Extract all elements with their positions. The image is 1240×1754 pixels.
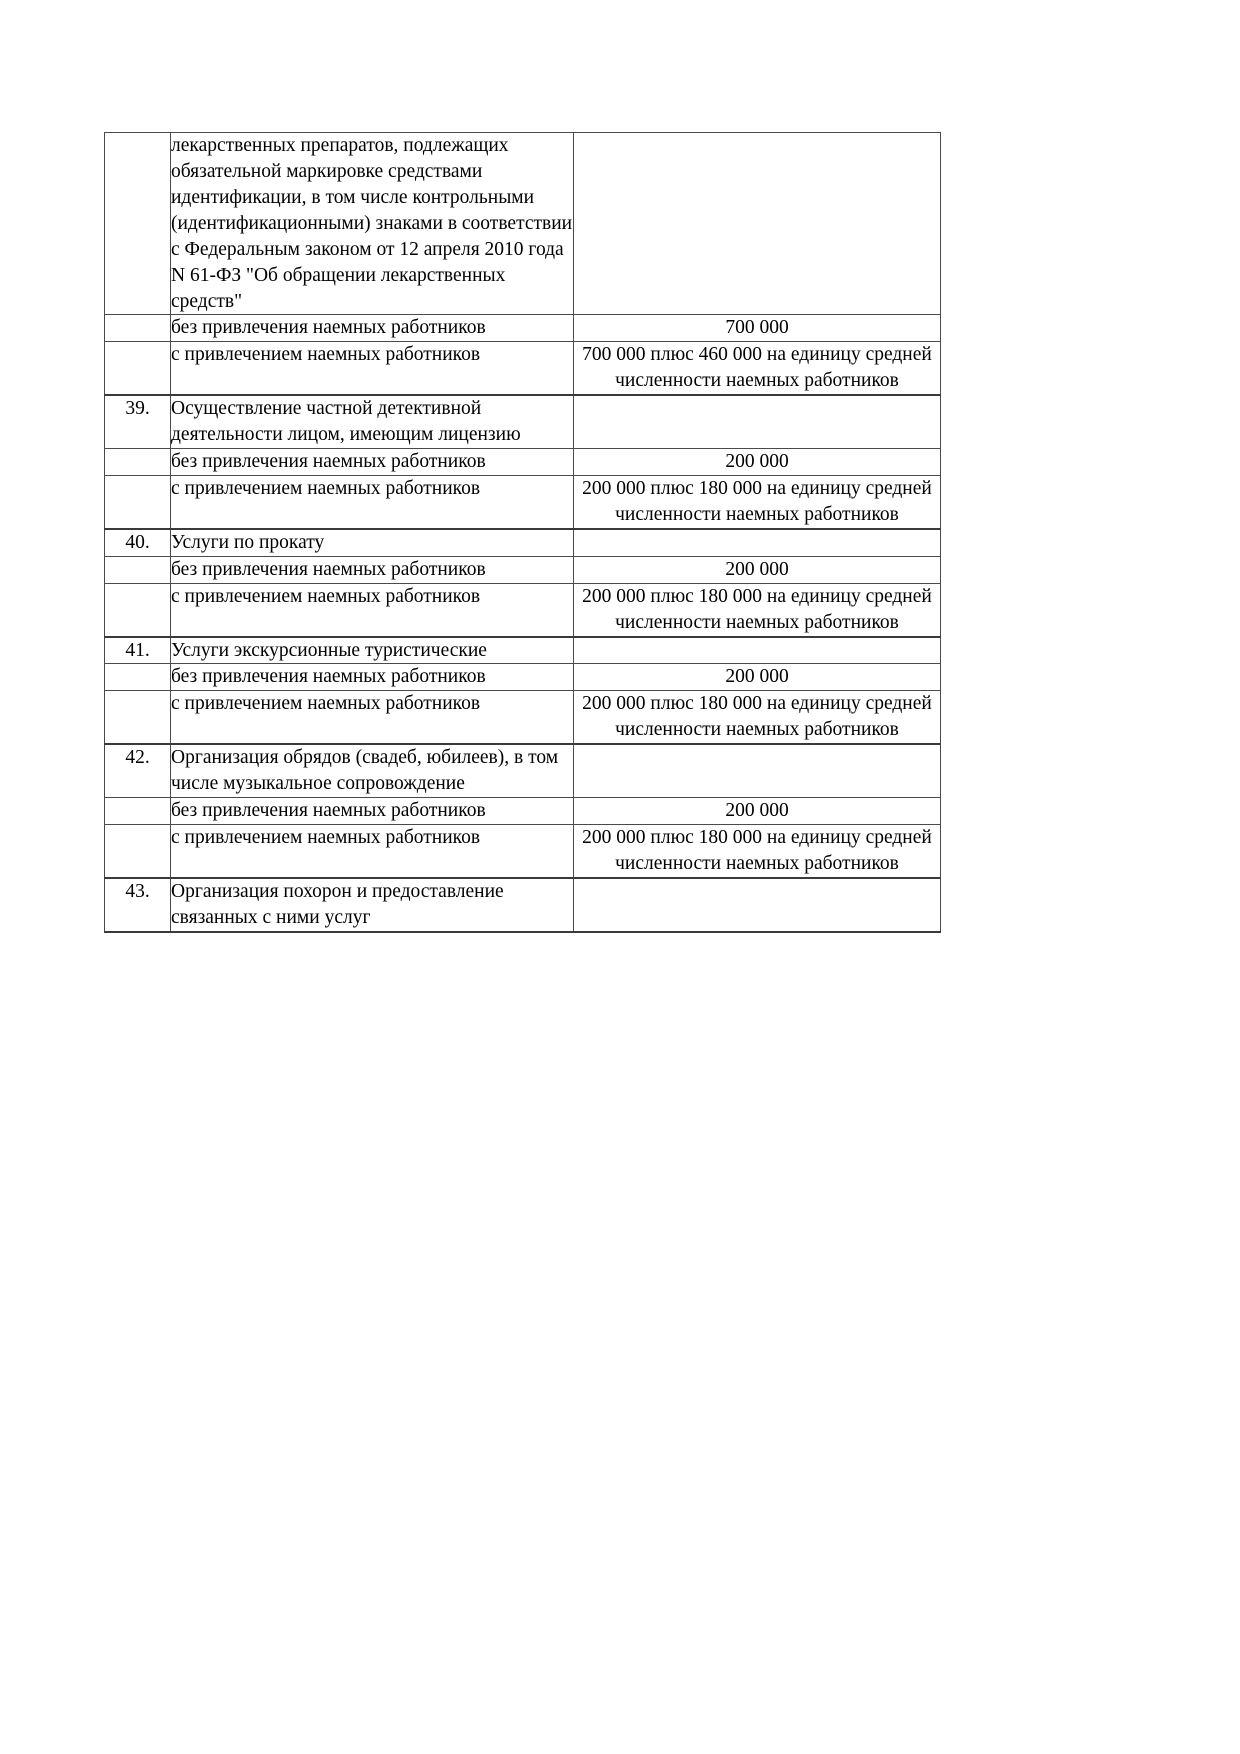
table-row <box>105 664 941 691</box>
income-value-cell <box>574 878 941 932</box>
activity-name-cell: с привлечением наемных работников <box>171 583 574 636</box>
row-number-cell <box>105 691 171 744</box>
activity-name-cell: без привлечения наемных работников <box>171 556 574 583</box>
row-number-cell <box>105 664 171 691</box>
table-row <box>105 342 941 395</box>
activity-name-cell: Осуществление частной детективной деятельности лицом, имеющим лицензию <box>171 395 574 448</box>
income-value-cell: 200 000 плюс 180 000 на единицу средней численности наемных работников <box>574 475 941 528</box>
table-row <box>105 529 941 556</box>
table-row <box>105 475 941 528</box>
income-value-cell: 200 000 <box>574 556 941 583</box>
row-number-cell: 39. <box>105 395 171 448</box>
table-row <box>105 798 941 825</box>
row-number-cell <box>105 315 171 342</box>
row-number-cell: 40. <box>105 529 171 556</box>
activity-name-cell: с привлечением наемных работников <box>171 691 574 744</box>
row-number-cell <box>105 475 171 528</box>
activity-name-cell: с привлечением наемных работников <box>171 342 574 395</box>
income-value-cell: 200 000 плюс 180 000 на единицу средней численности наемных работников <box>574 824 941 877</box>
activity-name-cell: Организация похорон и предоставление связанных с ними услуг <box>171 878 574 932</box>
income-value-cell: 200 000 плюс 180 000 на единицу средней численности наемных работников <box>574 691 941 744</box>
table-row <box>105 637 941 664</box>
table-body <box>105 133 941 932</box>
row-number-cell <box>105 556 171 583</box>
table-row <box>105 824 941 877</box>
activity-name-cell: лекарственных препаратов, подлежащих обязательной маркировке средствами идентификации, в том числе контрольными (идентификационными) знаками в соответствии с Федеральным законом от 12 апреля 2010 года N 61-ФЗ "Об обращении лекарственных средств" <box>171 133 574 315</box>
row-number-cell: 43. <box>105 878 171 932</box>
row-number-cell <box>105 583 171 636</box>
activity-name-cell: без привлечения наемных работников <box>171 664 574 691</box>
activity-name-cell: с привлечением наемных работников <box>171 475 574 528</box>
activity-name-cell: без привлечения наемных работников <box>171 798 574 825</box>
activity-name-cell: Организация обрядов (свадеб, юбилеев), в том числе музыкальное сопровождение <box>171 744 574 797</box>
activity-name-cell: с привлечением наемных работников <box>171 824 574 877</box>
income-value-cell: 200 000 <box>574 798 941 825</box>
patent-income-table <box>104 132 941 933</box>
row-number-cell <box>105 824 171 877</box>
activity-name-cell: без привлечения наемных работников <box>171 449 574 476</box>
income-value-cell: 200 000 плюс 180 000 на единицу средней численности наемных работников <box>574 583 941 636</box>
table-row <box>105 583 941 636</box>
income-value-cell: 700 000 <box>574 315 941 342</box>
income-value-cell <box>574 637 941 664</box>
income-value-cell <box>574 395 941 448</box>
table-row <box>105 691 941 744</box>
activity-name-cell: Услуги по прокату <box>171 529 574 556</box>
income-value-cell: 700 000 плюс 460 000 на единицу средней численности наемных работников <box>574 342 941 395</box>
table-row <box>105 395 941 448</box>
activity-name-cell: без привлечения наемных работников <box>171 315 574 342</box>
table-row <box>105 449 941 476</box>
income-value-cell <box>574 744 941 797</box>
row-number-cell <box>105 133 171 315</box>
row-number-cell <box>105 798 171 825</box>
table-row <box>105 315 941 342</box>
income-value-cell <box>574 133 941 315</box>
row-number-cell: 42. <box>105 744 171 797</box>
table-row <box>105 878 941 932</box>
income-value-cell: 200 000 <box>574 449 941 476</box>
activity-name-cell: Услуги экскурсионные туристические <box>171 637 574 664</box>
row-number-cell <box>105 342 171 395</box>
table-row <box>105 744 941 797</box>
income-value-cell <box>574 529 941 556</box>
row-number-cell <box>105 449 171 476</box>
income-value-cell: 200 000 <box>574 664 941 691</box>
table-row <box>105 133 941 315</box>
row-number-cell: 41. <box>105 637 171 664</box>
table-row <box>105 556 941 583</box>
